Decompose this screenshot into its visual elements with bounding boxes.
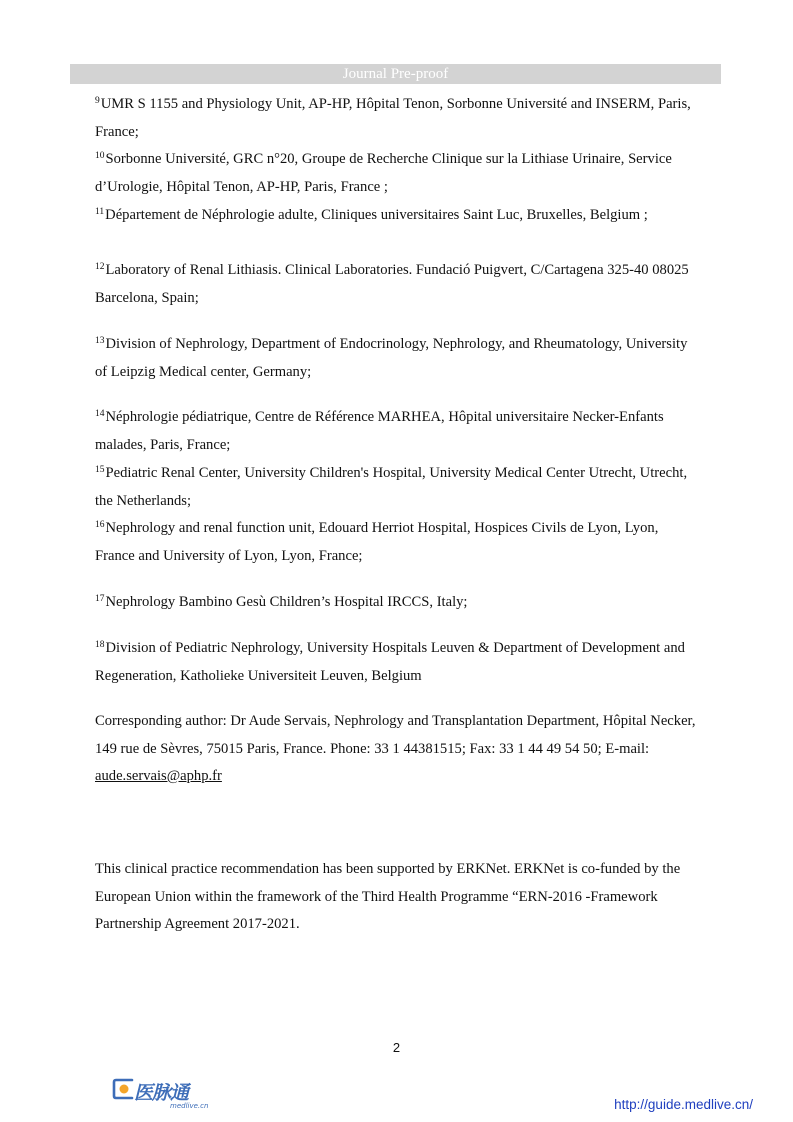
affiliation-number: 14 (95, 409, 105, 419)
funding-statement: This clinical practice recommendation has been supported by ERKNet. ERKNet is co-funded by the European Union within the framework of the Third Health Programme “ERN-2016 -Framework Partnership Agreement 2017-2021. (95, 861, 681, 932)
affiliation-text: UMR S 1155 and Physiology Unit, AP-HP, Hôpital Tenon, Sorbonne Université and INSERM, Paris, France; (95, 96, 691, 140)
affiliation-14 (95, 404, 700, 459)
logo-mark-icon (112, 1077, 134, 1101)
affiliation-text: Division of Nephrology, Department of Endocrinology, Nephrology, and Rheumatology, University of Leipzig Medical center, Germany; (95, 336, 688, 380)
affiliation-text: Département de Néphrologie adulte, Cliniques universitaires Saint Luc, Bruxelles, Belgium ; (105, 207, 648, 223)
corresponding-author (95, 708, 700, 791)
affiliation-16 (95, 515, 700, 570)
affiliation-9 (95, 91, 700, 146)
affiliation-11 (95, 202, 700, 230)
affiliation-15 (95, 460, 700, 515)
affiliation-number: 10 (95, 151, 105, 161)
journal-preproof-banner: Journal Pre-proof (70, 64, 721, 84)
corresponding-text: Corresponding author: Dr Aude Servais, Nephrology and Transplantation Department, Hôpital Necker, 149 rue de Sèvres, 75015 Paris, France. Phone: 33 1 44381515; Fax: 33 1 44 49 54 50; E-mail: (95, 713, 696, 757)
affiliation-number: 9 (95, 96, 100, 106)
email-link[interactable]: aude.servais@aphp.fr (95, 768, 222, 784)
affiliation-number: 15 (95, 465, 105, 475)
affiliation-number: 13 (95, 336, 105, 346)
logo-text: 医脉通 (134, 1082, 189, 1104)
affiliation-12 (95, 257, 700, 312)
affiliation-text: Division of Pediatric Nephrology, University Hospitals Leuven & Department of Development and Regeneration, Katholieke Universiteit Leuven, Belgium (95, 640, 685, 684)
affiliation-10 (95, 146, 700, 201)
affiliation-number: 11 (95, 207, 105, 217)
affiliation-text: Laboratory of Renal Lithiasis. Clinical Laboratories. Fundació Puigvert, C/Cartagena 325-40 08025 Barcelona, Spain; (95, 262, 689, 306)
affiliation-text: Nephrology and renal function unit, Edouard Herriot Hospital, Hospices Civils de Lyon, Lyon, France and University of Lyon, Lyon, France; (95, 520, 659, 564)
affiliation-number: 16 (95, 520, 105, 530)
affiliation-text: Nephrology Bambino Gesù Children’s Hospital IRCCS, Italy; (105, 594, 468, 610)
affiliation-number: 12 (95, 262, 105, 272)
footer-url-link[interactable]: http://guide.medlive.cn/ (614, 1097, 753, 1112)
affiliation-text: Sorbonne Université, GRC n°20, Groupe de Recherche Clinique sur la Lithiase Urinaire, Service d’Urologie, Hôpital Tenon, AP-HP, Paris, France ; (95, 151, 672, 195)
logo-subtext: medlive.cn (170, 1102, 209, 1110)
affiliation-13 (95, 331, 700, 386)
medlive-logo (112, 1077, 207, 1113)
affiliation-number: 18 (95, 640, 105, 650)
affiliation-18 (95, 635, 700, 690)
affiliation-text: Néphrologie pédiatrique, Centre de Référence MARHEA, Hôpital universitaire Necker-Enfants malades, Paris, France; (95, 409, 664, 453)
affiliation-text: Pediatric Renal Center, University Children's Hospital, University Medical Center Utrecht, Utrecht, the Netherlands; (95, 465, 688, 509)
affiliation-number: 17 (95, 594, 105, 604)
affiliation-17 (95, 589, 700, 617)
page-number: 2 (392, 1040, 401, 1055)
